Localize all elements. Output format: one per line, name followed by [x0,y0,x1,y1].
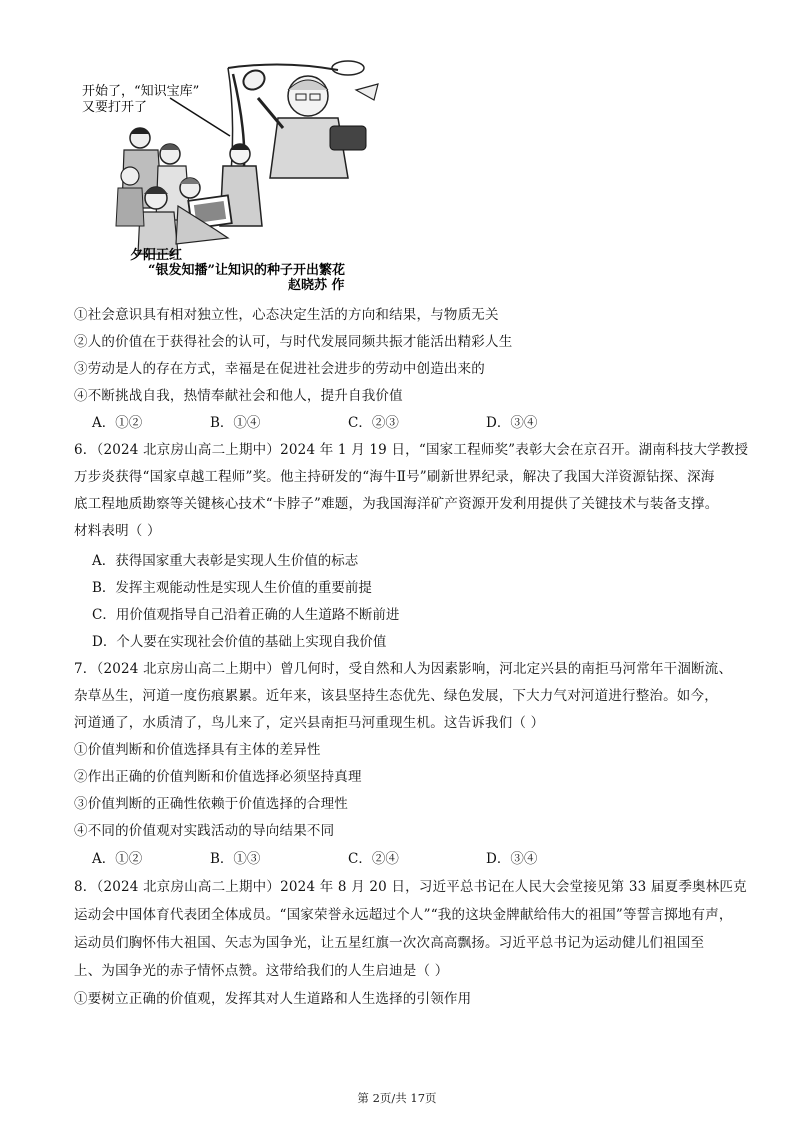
q7-stem-line-1: 7．（2024 北京房山高二上期中）曾几何时，受自然和人为因素影响，河北定兴县的南拒马河常年干涸断流、 [74,661,733,677]
q8-stem-line-2: 运动会中国体育代表团全体成员。“国家荣誉永远超过个人”“我的这块金牌献给伟大的祖国”等誓言掷地有声， [74,907,733,923]
q5-item-3: ③劳动是人的存在方式，幸福是在促进社会进步的劳动中创造出来的 [74,361,485,377]
q8-stem-line-4: 上、为国争光的赤子情怀点赞。这带给我们的人生启迪是（ ） [74,963,449,979]
q7-option-d: D．③④ [486,851,538,867]
q8-stem-line-3: 运动员们胸怀伟大祖国、矢志为国争光，让五星红旗一次次高高飘扬。习近平总书记为运动健儿们祖国至 [74,935,705,951]
q5-item-2: ②人的价值在于获得社会的认可，与时代发展同频共振才能活出精彩人生 [74,334,513,350]
q6-option-c: C．用价值观指导自己沿着正确的人生道路不断前进 [92,607,400,623]
speech-bubble-line-1: 开始了，“知识宝库” [82,84,200,99]
cartoon-caption-left: 夕阳正红 [130,248,183,263]
q6-stem-line-2: 万步炎获得“国家卓越工程师”奖。他主持研发的“海牛Ⅱ号”刷新世界纪录，解决了我国大洋资源钻探、深海 [74,469,715,485]
q7-item-3: ③价值判断的正确性依赖于价值选择的合理性 [74,796,348,812]
q6-option-a: A．获得国家重大表彰是实现人生价值的标志 [92,553,359,569]
q7-item-4: ④不同的价值观对实践活动的导向结果不同 [74,823,335,839]
q7-option-b: B．①③ [210,851,261,867]
q7-stem-line-2: 杂草丛生，河道一度伤痕累累。近年来，该县坚持生态优先、绿色发展，下大力气对河道进行整治。如今， [74,688,718,704]
q6-stem-line-4: 材料表明（ ） [74,523,161,539]
speech-bubble-line-2: 又要打开了 [82,100,148,115]
q6-stem-line-1: 6．（2024 北京房山高二上期中）2024 年 1 月 19 日，“国家工程师奖”表彰大会在京召开。湖南科技大学教授 [74,442,749,458]
q6-option-d: D．个人要在实现社会价值的基础上实现自我价值 [92,634,387,650]
cartoon-illustration [78,58,398,293]
q5-option-c: C．②③ [348,415,399,431]
q7-option-c: C．②④ [348,851,399,867]
q5-option-d: D．③④ [486,415,538,431]
q8-stem-line-1: 8．（2024 北京房山高二上期中）2024 年 8 月 20 日，习近平总书记在人民大会堂接见第 33 届夏季奥林匹克 [74,879,747,895]
q5-item-4: ④不断挑战自我，热情奉献社会和他人，提升自我价值 [74,388,403,404]
q7-item-1: ①价值判断和价值选择具有主体的差异性 [74,742,321,758]
q6-stem-line-3: 底工程地质勘察等关键核心技术“卡脖子”难题，为我国海洋矿产资源开发利用提供了关键技术与装备支撑。 [74,496,719,512]
q5-option-a: A．①② [92,415,143,431]
q7-stem-line-3: 河道通了，水质清了，鸟儿来了，定兴县南拒马河重现生机。这告诉我们（ ） [74,715,545,731]
q7-option-a: A．①② [92,851,143,867]
q7-item-2: ②作出正确的价值判断和价值选择必须坚持真理 [74,769,362,785]
q8-item-1: ①要树立正确的价值观，发挥其对人生道路和人生选择的引领作用 [74,991,472,1007]
page-footer: 第 2页/共 17页 [357,1091,437,1105]
cartoon-author: 赵晓苏 作 [288,278,345,293]
cartoon-caption-title: “银发知播”让知识的种子开出繁花 [148,263,345,278]
q6-option-b: B．发挥主观能动性是实现人生价值的重要前提 [92,580,372,596]
q5-option-b: B．①④ [210,415,261,431]
q5-item-1: ①社会意识具有相对独立性，心态决定生活的方向和结果，与物质无关 [74,307,499,323]
